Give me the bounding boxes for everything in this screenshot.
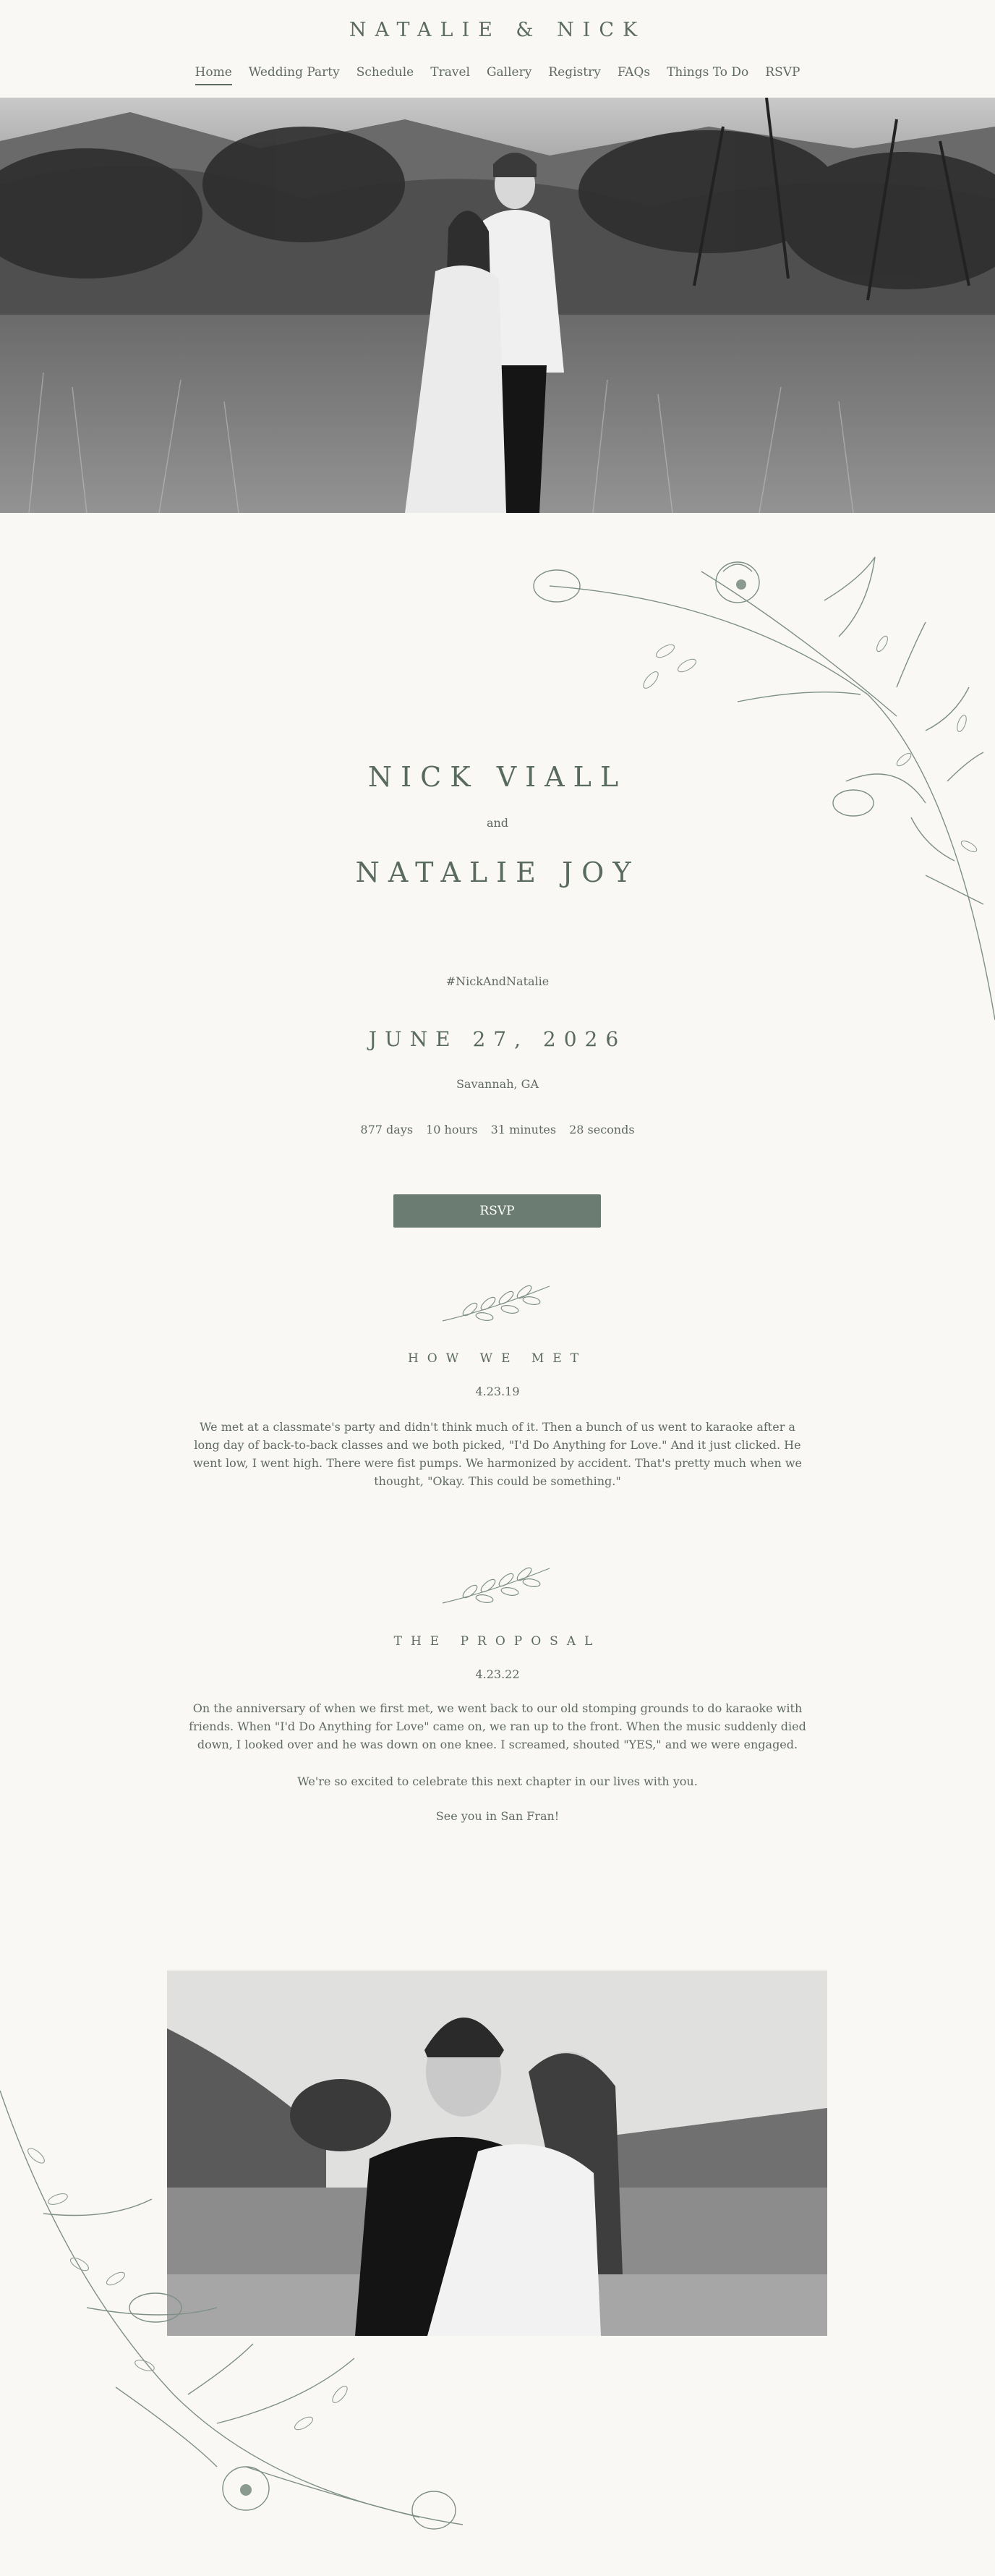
proposal-closing-text: See you in San Fran! <box>435 1809 560 1823</box>
site-title[interactable]: NATALIE & NICK <box>349 19 646 41</box>
countdown-minutes: 31 minutes <box>490 1123 557 1136</box>
floral-decoration-bottom <box>0 2091 470 2561</box>
nav-travel[interactable]: Travel <box>430 65 470 80</box>
hero-photo <box>0 98 995 513</box>
countdown <box>0 1123 995 1136</box>
proposal-title: THE PROPOSAL <box>393 1634 602 1649</box>
countdown-hours: 10 hours <box>426 1123 478 1136</box>
nav-home[interactable]: Home <box>195 65 232 85</box>
groom-name: NICK VIALL <box>367 761 628 793</box>
nav-rsvp[interactable]: RSVP <box>765 65 800 80</box>
proposal-text: On the anniversary of when we first met, we went back to our old stomping grounds to do karaoke with friends. When "I'd Do Anything for Love" came on, we ran up to the front. When the music suddenly died down, I looked over and he was down on one knee. I screamed, shouted "YES," and we were engaged. <box>189 1701 806 1751</box>
nav-registry[interactable]: Registry <box>548 65 601 80</box>
nav-faqs[interactable]: FAQs <box>617 65 651 80</box>
bride-name: NATALIE JOY <box>355 856 640 888</box>
rsvp-button[interactable]: RSVP <box>393 1194 601 1228</box>
wedding-hashtag: #NickAndNatalie <box>445 974 550 988</box>
how-we-met-title: HOW WE MET <box>407 1351 588 1366</box>
nav-schedule[interactable]: Schedule <box>356 65 414 80</box>
main-nav <box>0 65 995 85</box>
nav-things-to-do[interactable]: Things To Do <box>667 65 749 80</box>
wedding-location: Savannah, GA <box>456 1077 539 1091</box>
nav-gallery[interactable]: Gallery <box>486 65 532 80</box>
site-header <box>0 0 995 98</box>
leaf-sprig-icon <box>441 1280 554 1324</box>
wedding-date: JUNE 27, 2026 <box>368 1027 627 1051</box>
countdown-seconds: 28 seconds <box>569 1123 635 1136</box>
leaf-sprig-icon <box>441 1563 554 1606</box>
countdown-days: 877 days <box>360 1123 414 1136</box>
proposal-celebrate-text: We're so excited to celebrate this next chapter in our lives with you. <box>297 1774 698 1788</box>
how-we-met-date: 4.23.19 <box>475 1385 520 1398</box>
nav-wedding-party[interactable]: Wedding Party <box>248 65 340 80</box>
proposal-date: 4.23.22 <box>475 1667 520 1681</box>
and-text: and <box>486 816 509 830</box>
how-we-met-text: We met at a classmate's party and didn't think much of it. Then a bunch of us went to karaoke after a long day of back-to-back classes and we both picked, "I'd Do Anything for Love." And it just clicked. He went low, I went high. There were fist pumps. We harmonized by accident. That's pretty much when we thought, "Okay. This could be something." <box>192 1420 803 1488</box>
